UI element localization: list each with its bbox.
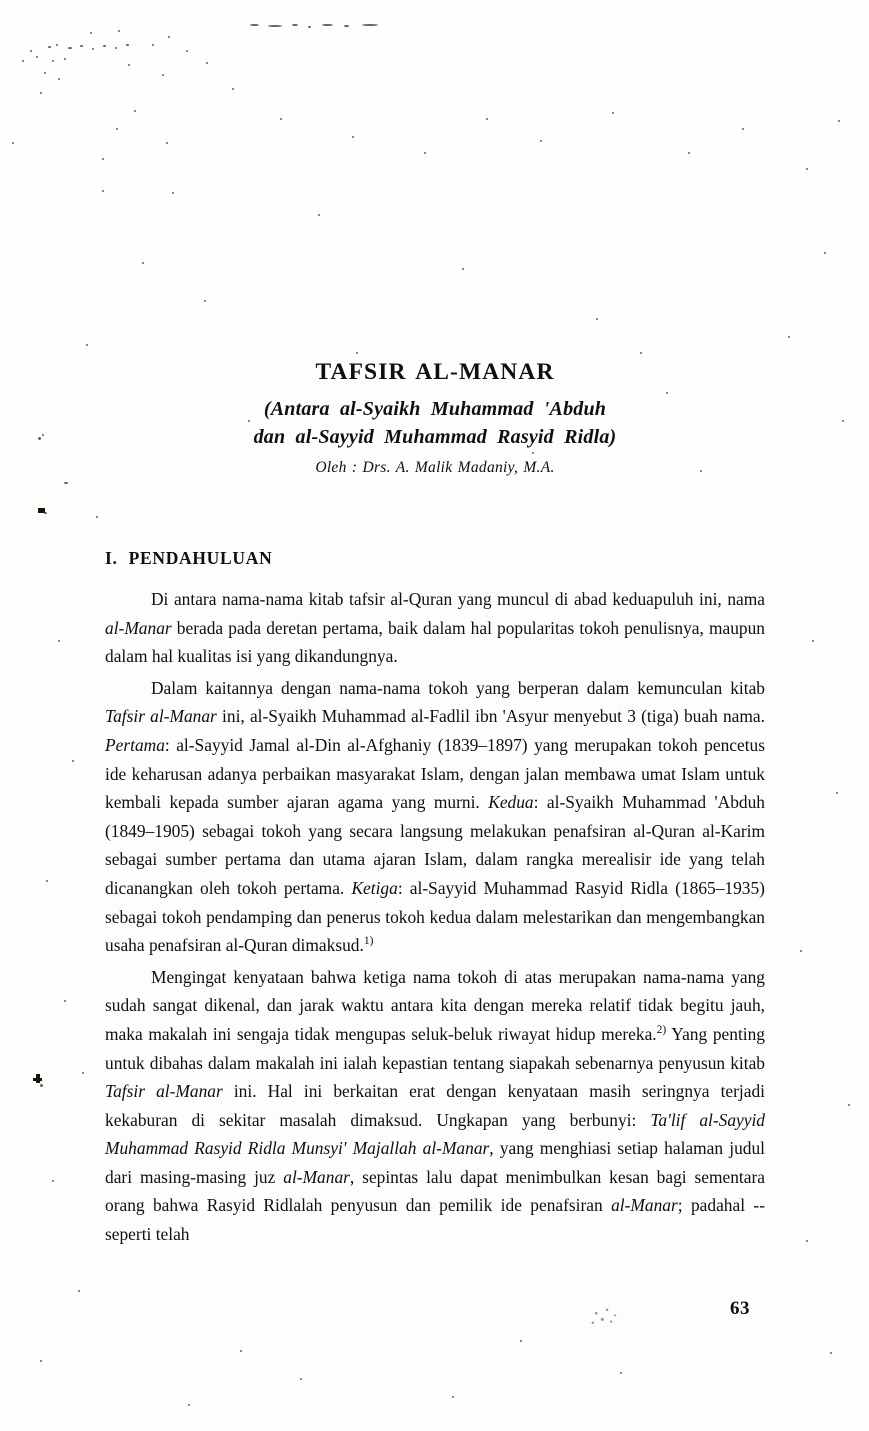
text-run: : al-Sayyid Muhammad Rasyid Ridla (1865–1935) sebagai tokoh pendamping dan penerus tokoh kedua dalam melestarikan dan mengembangkan usaha penafsiran al-Quran dimaksud.	[105, 877, 765, 956]
title-block	[105, 360, 765, 477]
text-run: ini. Hal ini berkaitan erat dengan kenyataan masih seringnya terjadi kekaburan di sekitar masalah dimaksud. Ungkapan yang berbunyi:	[105, 1081, 765, 1130]
italic-term: Kedua	[488, 792, 534, 813]
italic-quote: Ta'lif al-Sayyid Muhammad Rasyid Ridla Munsyi' Majallah al-Manar	[105, 1109, 766, 1159]
text-run: Mengingat kenyataan bahwa ketiga nama tokoh di atas merupakan nama-nama yang sudah sangat dikenal, dan jarak waktu antara kita dengan mereka relatif tidak begitu jauh, maka makalah ini sengaja tidak mengupas seluk-beluk riwayat hidup mereka.	[105, 966, 765, 1044]
text-run: , yang menghiasi setiap halaman judul dari masing-masing juz	[105, 1138, 765, 1187]
body-text	[105, 548, 765, 1252]
text-run: Dalam kaitannya dengan nama-nama tokoh yang berperan dalam kemunculan kitab	[151, 677, 765, 698]
paragraph-1	[105, 585, 765, 671]
text-run: : al-Sayyid Jamal al-Din al-Afghaniy (1839–1897) yang merupakan tokoh pencetus ide keharusan adanya perbaikan masyarakat Islam, dengan jalan membawa umat Islam untuk kembali kepada sumber ajaran agama yang murni.	[105, 734, 765, 813]
italic-term: Tafsir al-Manar	[105, 706, 217, 727]
author-byline: Oleh : Drs. A. Malik Madaniy, M.A.	[315, 458, 555, 476]
section-heading	[105, 548, 765, 569]
italic-term: al-Manar	[283, 1166, 350, 1187]
section-heading-label: PENDAHULUAN	[128, 548, 273, 568]
paragraph-3	[105, 963, 765, 1249]
section-numeral: I.	[105, 548, 118, 568]
text-run: , sepintas lalu dapat menimbulkan kesan bagi sementara orang bahwa Rasyid Ridlalah penyusun dan pemilik ide penafsiran	[105, 1166, 765, 1216]
italic-term: Pertama	[105, 734, 165, 755]
footnote-marker-2: 2)	[656, 1024, 667, 1037]
page-number: 63	[730, 1298, 750, 1319]
text-run: Di antara nama-nama kitab tafsir al-Quran yang muncul di abad keduapuluh ini, nama	[151, 589, 765, 609]
paragraph-2	[105, 674, 765, 960]
footnote-marker-1: 1)	[363, 935, 374, 948]
subtitle-line-1: (Antara al-Syaikh Muhammad 'Abduh	[263, 397, 607, 420]
italic-term: Tafsir al-Manar	[105, 1081, 223, 1102]
subtitle-line-2: dan al-Sayyid Muhammad Rasyid Ridla)	[253, 426, 617, 449]
text-run: ; padahal --seperti telah	[105, 1195, 765, 1245]
text-run: berada pada deretan pertama, baik dalam hal popularitas tokoh penulisnya, maupun dalam hal kualitas isi yang dikandungnya.	[105, 617, 765, 667]
italic-term: Ketiga	[351, 877, 398, 898]
text-run: Yang penting untuk dibahas dalam makalah ini ialah kepastian tentang siapakah sebenarnya penyusun kitab	[105, 1023, 766, 1073]
text-run: : al-Syaikh Muhammad 'Abduh (1849–1905) sebagai tokoh yang secara langsung melakukan penafsiran al-Quran al-Karim sebagai sumber pertama dan utama ajaran Islam, dalam rangka merealisir ide yang telah dicanangkan oleh tokoh pertama.	[105, 792, 765, 898]
page-title: TAFSIR AL-MANAR	[315, 359, 555, 385]
text-run: ini, al-Syaikh Muhammad al-Fadlil ibn 'Asyur menyebut 3 (tiga) buah nama.	[216, 706, 765, 727]
italic-term: al-Manar	[611, 1195, 678, 1216]
italic-term: al-Manar	[105, 617, 172, 638]
